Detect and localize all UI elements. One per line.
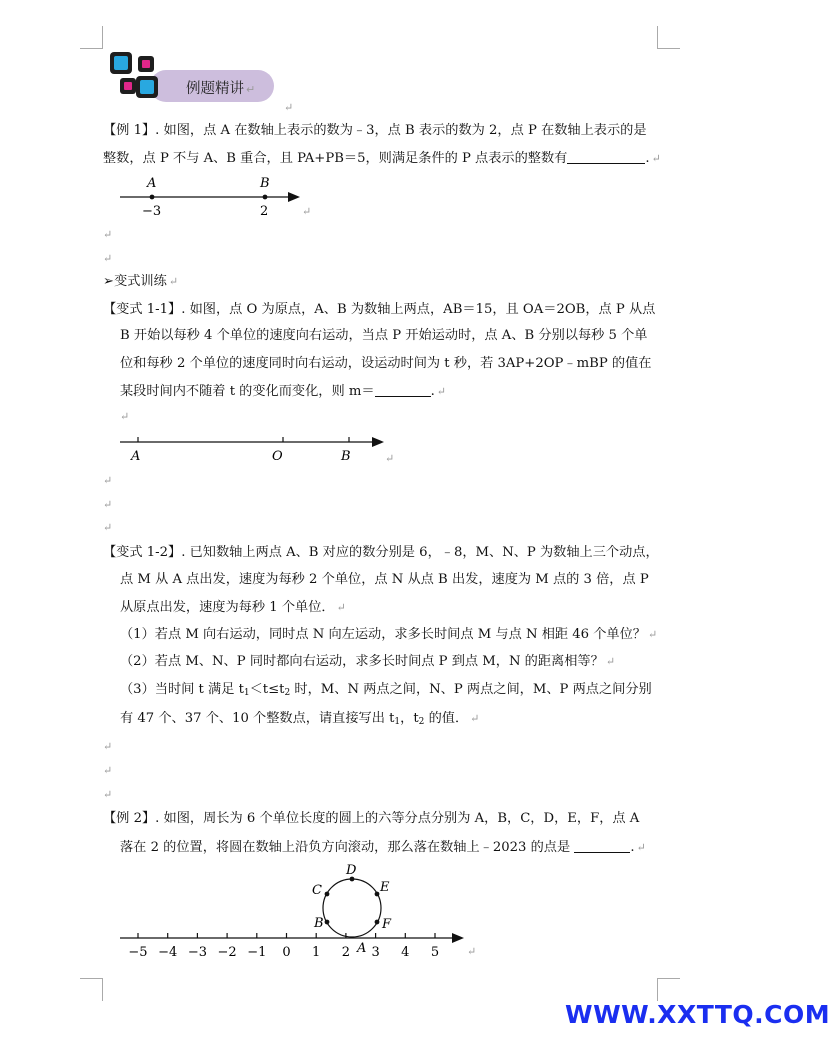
variant-1-2-line-1: 【变式 1-2】. 已知数轴上两点 A、B 对应的数分别是 6，﹣8，M、N、P 为数轴上三个动点， bbox=[103, 545, 659, 560]
rolling-circle bbox=[323, 879, 381, 937]
axis-tick-label: 1 bbox=[312, 945, 321, 960]
crop-mark-top-left bbox=[80, 26, 103, 49]
axis-tick-label: 4 bbox=[401, 945, 410, 960]
point-a-value: −3 bbox=[142, 204, 162, 219]
point-c-label: C bbox=[312, 883, 322, 898]
axis-tick-label: 0 bbox=[282, 945, 291, 960]
crop-mark-top-right bbox=[657, 26, 680, 49]
point-f-label: F bbox=[382, 917, 392, 932]
paragraph-mark: ↵ bbox=[103, 521, 113, 534]
point-a-label: A bbox=[131, 449, 141, 464]
example-2-line-1: 【例 2】. 如图，周长为 6 个单位长度的圆上的六等分点分别为 A，B，C，D，E，F，点 A bbox=[103, 811, 640, 826]
variant-1-2-question-3: （3）当时间 t 满足 $t_1<t\le t_2$ 时，M、N 两点之间，N、P 两点之间，M、P 两点之间分别 bbox=[120, 682, 652, 698]
variant-1-2-question-2: （2）若点 M、N、P 同时都向右运动，求多长时间点 P 到点 M，N 的距离相等？ ↵ bbox=[120, 654, 616, 669]
example-1-line-1: 【例 1】. 如图，点 A 在数轴上表示的数为﹣3，点 B 表示的数为 2，点 P 在数轴上表示的是 bbox=[103, 123, 647, 138]
paragraph-mark: ↵ bbox=[302, 205, 312, 218]
axis-tick-label: −4 bbox=[158, 945, 178, 960]
example-2-rolling-circle-diagram bbox=[112, 860, 482, 966]
point-c-dot bbox=[325, 892, 330, 897]
point-e-label: E bbox=[380, 880, 390, 895]
variant-1-1-label: 【变式 1-1】 bbox=[103, 302, 182, 317]
paragraph-mark: ↵ bbox=[103, 252, 113, 265]
paragraph-mark: ↵ bbox=[284, 101, 294, 114]
crop-mark-bottom-left bbox=[80, 978, 103, 1001]
paragraph-mark: ↵ bbox=[467, 945, 477, 958]
crop-mark-bottom-right bbox=[657, 978, 680, 1001]
variant-1-1-line-1: 【变式 1-1】. 如图，点 O 为原点，A、B 为数轴上两点，AB＝15，且 OA＝2OB，点 P 从点 bbox=[103, 302, 656, 317]
point-a-label: A bbox=[147, 176, 157, 191]
variant-1-2-line-2: 点 M 从 A 点出发，速度为每秒 2 个单位，点 N 从点 B 出发，速度为 M 点的 3 倍，点 P bbox=[120, 572, 649, 587]
point-b-dot bbox=[263, 195, 268, 200]
paragraph-mark: ↵ bbox=[385, 452, 395, 465]
paragraph-mark: ↵ bbox=[103, 764, 113, 777]
point-d-label: D bbox=[346, 863, 357, 878]
example-2-line-2: 落在 2 的位置，将圆在数轴上沿负方向滚动，那么落在数轴上﹣2023 的点是 . ↵ bbox=[120, 840, 646, 855]
paragraph-mark: ↵ bbox=[120, 410, 130, 423]
point-b-value: 2 bbox=[260, 204, 269, 219]
example-1-label: 【例 1】 bbox=[103, 123, 156, 138]
paragraph-mark: ↵ bbox=[103, 788, 113, 801]
section-title: 例题精讲 ↵ bbox=[186, 81, 256, 97]
point-b-label: B bbox=[260, 176, 270, 191]
point-b-label: B bbox=[314, 916, 324, 931]
point-a-label: A bbox=[357, 941, 367, 956]
axis-tick-label: −2 bbox=[217, 945, 237, 960]
axis-tick-label: 3 bbox=[371, 945, 380, 960]
variant-1-1-number-line bbox=[110, 428, 400, 468]
variant-1-2-label: 【变式 1-2】 bbox=[103, 545, 182, 560]
example-1-number-line bbox=[110, 170, 320, 222]
variant-1-1-line-4: 某段时间内不随着 t 的变化而变化，则 m＝ . ↵ bbox=[120, 384, 446, 399]
variant-1-2-line-3: 从原点出发，速度为每秒 1 个单位． ↵ bbox=[120, 600, 346, 615]
answer-blank[interactable] bbox=[567, 149, 645, 164]
point-o-label: O bbox=[272, 449, 283, 464]
paragraph-mark: ↵ bbox=[103, 498, 113, 511]
point-b-dot bbox=[325, 920, 330, 925]
example-1-line-2: 整数，点 P 不与 A、B 重合，且 PA+PB＝5，则满足条件的 P 点表示的整数有 . ↵ bbox=[103, 151, 661, 166]
paragraph-mark: ↵ bbox=[103, 740, 113, 753]
variant-1-2-question-1: （1）若点 M 向右运动，同时点 N 向左运动，求多长时间点 M 与点 N 相距 46 个单位？ ↵ bbox=[120, 627, 658, 642]
example-2-label: 【例 2】 bbox=[103, 811, 156, 826]
axis-tick-label: −1 bbox=[247, 945, 267, 960]
axis-tick-label: 2 bbox=[341, 945, 351, 960]
axis-tick-label: −3 bbox=[187, 945, 207, 960]
axis-tick-label: −5 bbox=[128, 945, 148, 960]
point-e-dot bbox=[375, 892, 380, 897]
practice-heading: ➢变式训练 ↵ bbox=[103, 274, 179, 289]
answer-blank[interactable] bbox=[375, 382, 431, 397]
variant-1-1-line-2: B 开始以每秒 4 个单位的速度向右运动，当点 P 开始运动时，点 A、B 分别以每秒 5 个单 bbox=[120, 328, 648, 343]
point-a-dot bbox=[150, 195, 155, 200]
variant-1-2-question-3-line-2: 有 47 个、37 个、10 个整数点，请直接写出 $t_1$，$t_2$ 的值． ↵ bbox=[120, 711, 480, 727]
point-f-dot bbox=[375, 920, 380, 925]
point-b-label: B bbox=[341, 449, 351, 464]
section-logo-icon bbox=[108, 50, 160, 104]
paragraph-mark: ↵ bbox=[103, 228, 113, 241]
paragraph-mark: ↵ bbox=[103, 474, 113, 487]
arrow-bullet-icon: ➢ bbox=[103, 274, 115, 289]
answer-blank[interactable] bbox=[574, 838, 630, 853]
axis-tick-label: 5 bbox=[430, 945, 440, 960]
watermark-text: WWW.XXTTQ.COM bbox=[565, 1000, 830, 1029]
variant-1-1-line-3: 位和每秒 2 个单位的速度同时向右运动，设运动时间为 t 秒，若 3AP+2OP﹣mBP 的值在 bbox=[120, 356, 652, 371]
